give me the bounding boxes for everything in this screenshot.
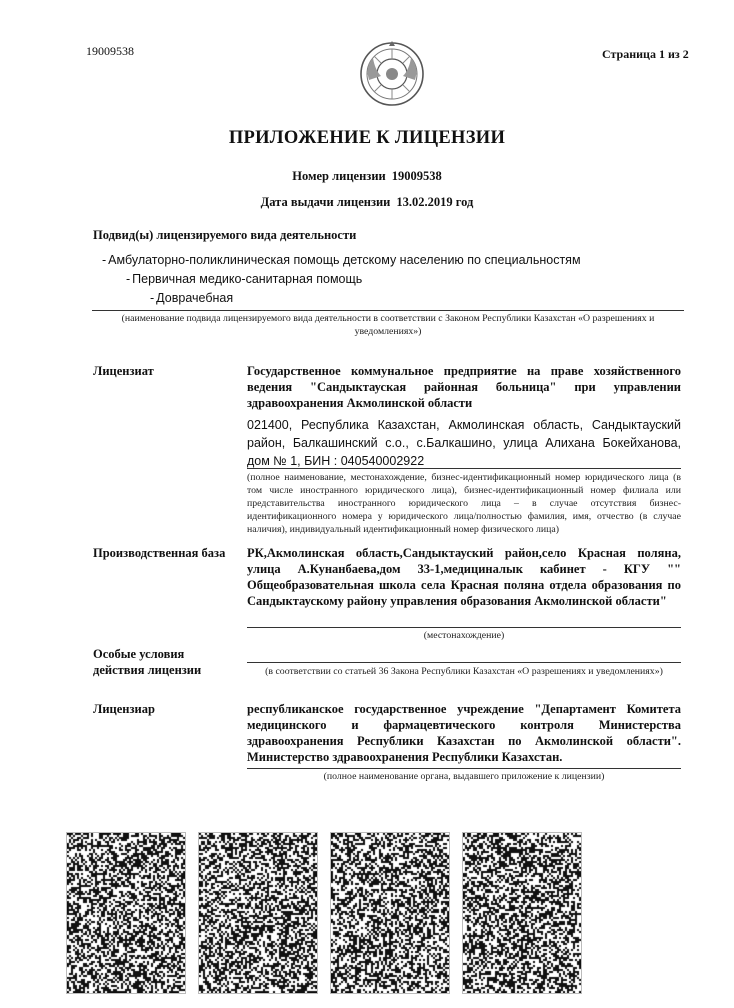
production-base-label: Производственная база <box>93 546 226 560</box>
special-conditions-label-line1: Особые условия <box>93 647 185 661</box>
qr-code-icon <box>198 832 318 994</box>
subtype-level-1: - Амбулаторно-поликлиническая помощь детскому населению по специальностям <box>102 253 581 267</box>
page-indicator: Страница 1 из 2 <box>602 47 689 61</box>
subtype-divider <box>92 310 684 311</box>
kazakhstan-state-emblem-icon <box>359 40 425 108</box>
license-date-value: 13.02.2019 год <box>396 195 474 209</box>
licensee-label: Лицензиат <box>93 364 154 378</box>
licensee-note: (полное наименование, местонахождение, бизнес-идентификационный номер юридического лица (в том числе иностранного юридического лица), бизнес-идентификационный номер филиала или представительства иностранного юридического лица – в случае отсутствия бизнес-идентификационного номера у юридического лица/полностью фамилия, имя, отчество (в случае наличия), индивидуальный идентификационный номер физического лица) <box>247 472 681 535</box>
licensor-value: республиканское государственное учреждение "Департамент Комитета медицинского и фармацевтического контроля Министерства здравоохранения Республики Казахстан по Акмолинской области". Министерство здравоохранения Республики Казахстан. <box>247 702 681 764</box>
document-title: ПРИЛОЖЕНИЕ К ЛИЦЕНЗИИ <box>228 128 506 148</box>
licensee-divider <box>247 468 681 469</box>
subtype-level-3: - Доврачебная <box>150 291 234 305</box>
licensor-divider <box>247 768 681 769</box>
license-date-label: Дата выдачи лицензии <box>260 195 391 209</box>
qr-code-icon <box>66 832 186 994</box>
subtype-level-3-text: Доврачебная <box>156 291 234 305</box>
subtype-note: (наименование подвида лицензируемого вида деятельности в соответствии с Законом Республики Казахстан «О разрешениях и уведомлениях») <box>121 313 655 337</box>
production-base-divider <box>247 627 681 628</box>
licensee-address: 021400, Республика Казахстан, Акмолинская область, Сандыктауский район, Балкашинский с.о., с.Балкашино, улица Алихана Бокейханова, дом № 1, БИН : 040540002922 <box>247 418 681 468</box>
special-conditions-note: (в соответствии со статьей 36 Закона Республики Казахстан «О разрешениях и уведомлениях») <box>265 666 663 677</box>
license-number-value: 19009538 <box>391 169 442 183</box>
special-conditions-label-line2: действия лицензии <box>93 663 202 677</box>
license-number-row <box>0 169 734 184</box>
production-base-note: (местонахождение) <box>423 630 505 641</box>
license-date-row <box>0 195 734 210</box>
production-base-value: РК,Акмолинская область,Сандыктауский район,село Красная поляна, улица А.Кунанбаева,дом 33-1,медициналык кабинет - КГУ "" Общеобразовательная школа села Красная поляна отдела образования по Сандыктаускому району управления образования Акмолинской области" <box>247 546 681 608</box>
doc-number: 19009538 <box>86 44 134 58</box>
licensor-label: Лицензиар <box>93 702 155 716</box>
subtype-level-2-text: Первичная медико-санитарная помощь <box>132 272 363 286</box>
qr-code-icon <box>330 832 450 994</box>
qr-code-icon <box>462 832 582 994</box>
licensor-note: (полное наименование органа, выдавшего приложение к лицензии) <box>323 771 605 782</box>
license-number-label: Номер лицензии <box>292 169 386 183</box>
licensee-name: Государственное коммунальное предприятие на праве хозяйственного ведения "Сандыктауская районная больница" при управлении здравоохранения Акмолинской области <box>247 364 681 410</box>
subtype-level-2: - Первичная медико-санитарная помощь <box>126 272 363 286</box>
special-conditions-divider <box>247 662 681 663</box>
subtype-heading: Подвид(ы) лицензируемого вида деятельности <box>93 228 357 242</box>
subtype-level-1-text: Амбулаторно-поликлиническая помощь детскому населению по специальностям <box>108 253 581 267</box>
